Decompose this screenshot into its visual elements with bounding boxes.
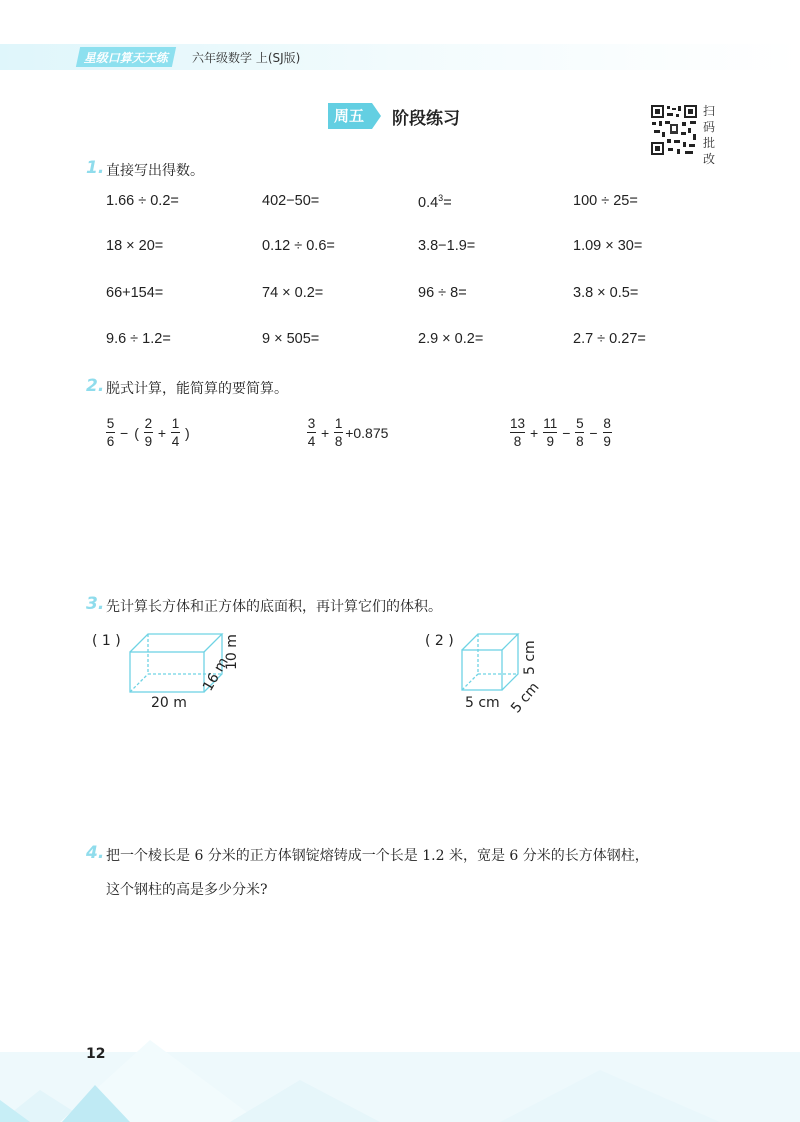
q2-number: 2. [86, 376, 105, 396]
fraction: $\frac{13}{8}$ [510, 416, 526, 449]
q3-number: 3. [86, 594, 105, 614]
calc-4-2: 9 × 505= [262, 331, 320, 347]
calc-1-4: 100 ÷ 25= [573, 193, 638, 209]
expression-2: $\frac{3}{4}$ + $\frac{1}{8}$ +0.875 [307, 416, 389, 449]
calc-4-3: 2.9 × 0.2= [418, 331, 484, 347]
qr-code-icon[interactable] [650, 104, 698, 156]
q4-line-1: 把一个棱长是 6 分米的正方体钢锭熔铸成一个长是 1.2 米，宽是 6 分米的长方体钢柱， [106, 848, 649, 864]
q1-number: 1. [86, 158, 105, 178]
series-tag [76, 47, 176, 67]
footer-decoration [0, 1040, 800, 1122]
calc-1-2: 402−50= [262, 193, 320, 209]
cube-length: 5 cm [465, 695, 500, 711]
calc-1-1: 1.66 ÷ 0.2= [106, 193, 179, 209]
figure-1-label: ( 1 ) [92, 633, 121, 649]
calc-4-4: 2.7 ÷ 0.27= [573, 331, 646, 347]
expression-3: $\frac{13}{8}$ + $\frac{11}{9}$ − $\frac{5}{8}$ − $\frac{8}{9}$ [510, 416, 611, 449]
q4-line-2: 这个钢柱的高是多少分米? [106, 882, 268, 898]
qr-label: 扫 码 批 改 [703, 104, 716, 166]
cube-height: 5 cm [522, 640, 538, 675]
calc-2-4: 1.09 × 30= [573, 238, 643, 254]
calc-2-3: 3.8−1.9= [418, 238, 476, 254]
fraction: $\frac{8}{9}$ [603, 416, 611, 449]
calc-1-3: $0.4^3=$ [418, 193, 452, 211]
page-number: 12 [86, 1046, 106, 1062]
calc-2-1: 18 × 20= [106, 238, 164, 254]
fraction: $\frac{11}{9}$ [543, 416, 558, 449]
series-label: 星级口算天天练 [83, 51, 168, 65]
cube-figure [460, 632, 524, 696]
cuboid-length: 20 m [151, 695, 187, 711]
q1-text: 直接写出得数。 [106, 163, 204, 179]
figure-2-label: ( 2 ) [425, 633, 454, 649]
calc-3-2: 74 × 0.2= [262, 285, 324, 301]
expression-1: $\frac{5}{6}$ − ( $\frac{2}{9}$ + $\frac{1}{4}$ ) [106, 416, 190, 449]
cuboid-width: 16 m [200, 654, 232, 694]
calc-2-2: 0.12 ÷ 0.6= [262, 238, 335, 254]
fraction: $\frac{3}{4}$ [307, 416, 316, 449]
calc-3-4: 3.8 × 0.5= [573, 285, 639, 301]
fraction: $\frac{1}{4}$ [171, 416, 180, 449]
day-badge: 周五 [328, 103, 372, 129]
cube-width: 5 cm [508, 679, 543, 717]
calc-3-3: 96 ÷ 8= [418, 285, 467, 301]
fraction: $\frac{5}{6}$ [106, 416, 115, 449]
fraction: $\frac{1}{8}$ [334, 416, 343, 449]
cuboid-height: 10 m [224, 634, 240, 670]
q3-text: 先计算长方体和正方体的底面积，再计算它们的体积。 [106, 599, 442, 615]
book-subtitle: 六年级数学 上(SJ版) [192, 51, 301, 65]
page-title [328, 102, 460, 130]
fraction: $\frac{2}{9}$ [144, 416, 153, 449]
q4-number: 4. [86, 843, 105, 863]
fraction: $\frac{5}{8}$ [576, 416, 584, 449]
calc-3-1: 66+154= [106, 285, 164, 301]
calc-4-1: 9.6 ÷ 1.2= [106, 331, 171, 347]
q2-text: 脱式计算，能简算的要简算。 [106, 381, 288, 397]
title-text: 阶段练习 [392, 108, 461, 129]
